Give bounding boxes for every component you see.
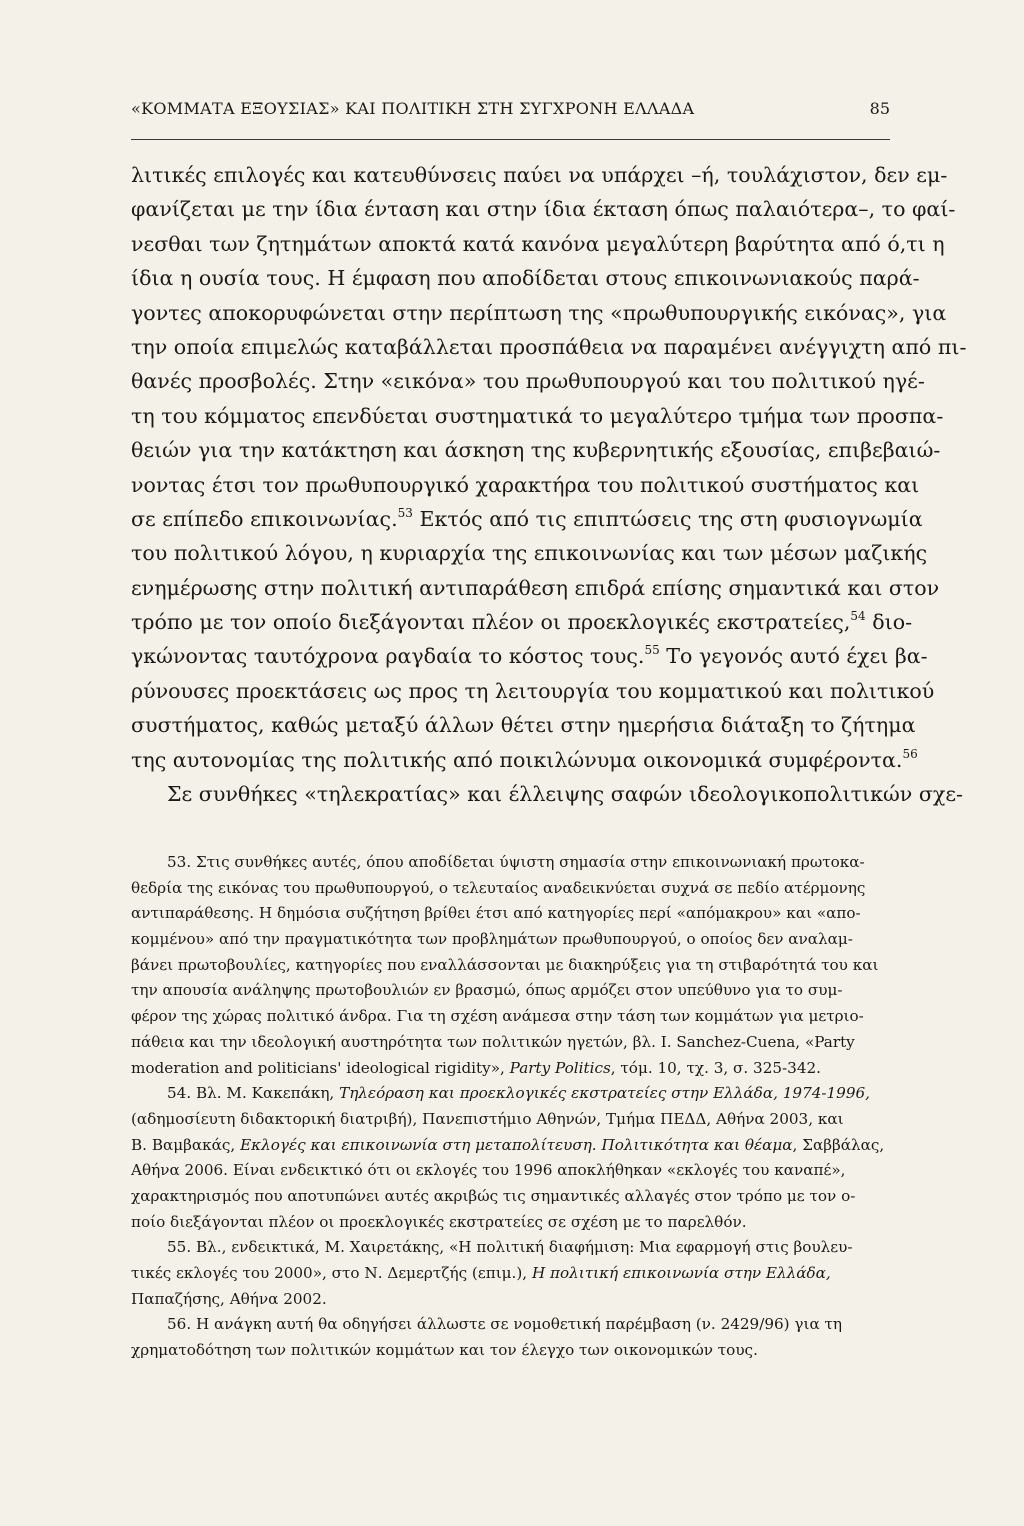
footnote-53-line: πάθεια και την ιδεολογική αυστηρότητα των πολιτικών ηγετών, βλ. I. Sanchez-Cuena, «Party [131,1032,855,1051]
text-line: νεσθαι των ζητημάτων αποκτά κατά κανόνα μεγαλύτερη βαρύτητα από ό,τι η [131,231,945,256]
text-line: συστήματος, καθώς μεταξύ άλλων θέτει στην ημερήσια διάταξη το ζήτημα [131,713,916,738]
text-line: τρόπο με τον οποίο διεξάγονται πλέον οι προεκλογικές εκστρατείες,$^{54}$ διο- [131,609,913,635]
footnote-53-line: βάνει πρωτοβουλίες, κατηγορίες που εναλλάσσονται με διακηρύξεις για τη στιβαρότητά του και [131,955,879,974]
text-line: ρύνουσες προεκτάσεις ως προς τη λειτουργία του κομματικού και πολιτικού [131,678,935,703]
footnote-ref-55: 55 [644,643,660,658]
footnote-54-line: χαρακτηρισμός που αποτυπώνει αυτές ακριβώς τις σημαντικές αλλαγές στον τρόπο με τον ο- [131,1186,856,1205]
footnote-53-line: φέρον της χώρας πολιτικό άνδρα. Για τη σχέση ανάμεσα στην τάση των κομμάτων για μετριο- [131,1007,864,1026]
page-number: 85 [869,99,890,118]
text-line: γοντες αποκορυφώνεται στην περίπτωση της «πρωθυπουργικής εικόνας», για [131,300,947,325]
footnote-53-line: moderation and politicians' ideological rigidity», Party Politics, τόμ. 10, τχ. 3, σ. 325-342. [131,1058,821,1077]
text-line: της αυτονομίας της πολιτικής από ποικιλώνυμα οικονομικά συμφέροντα.$^{56}$ [131,746,918,772]
footnote-55-line: 55. Βλ., ενδεικτικά, Μ. Χαιρετάκης, «Η πολιτική διαφήμιση: Μια εφαρμογή στις βουλευ- [167,1238,853,1257]
text-line: ενημέρωσης στην πολιτική αντιπαράθεση επιδρά επίσης σημαντικά και στον [131,575,940,600]
footnote-ref-56: 56 [902,746,918,761]
text-line: ίδια η ουσία τους. Η έμφαση που αποδίδεται στους επικοινωνιακούς παρά- [131,266,920,291]
text-line: του πολιτικού λόγου, η κυριαρχία της επικοινωνίας και των μέσων μαζικής [131,541,928,566]
footnote-ref-54: 54 [850,609,866,624]
text-line: την οποία επιμελώς καταβάλλεται προσπάθεια να παραμένει ανέγγιχτη από πι- [131,334,967,359]
text-line: νοντας έτσι τον πρωθυπουργικό χαρακτήρα του πολιτικού συστήματος και [131,472,920,497]
footnote-55-line: Παπαζήσης, Αθήνα 2002. [131,1289,327,1308]
footnote-ref-53: 53 [397,505,413,520]
text-line: τη του κόμματος επενδύεται συστηματικά το μεγαλύτερο τμήμα των προσπα- [131,403,944,428]
running-header [131,99,890,140]
footnote-53-line: 53. Στις συνθήκες αυτές, όπου αποδίδεται ύψιστη σημασία στην επικοινωνιακή πρωτοκα- [167,853,865,871]
main-text [131,158,967,811]
footnotes [131,850,890,1364]
footnote-56-line: 56. Η ανάγκη αυτή θα οδηγήσει άλλωστε σε νομοθετική παρέμβαση (ν. 2429/96) για τη [167,1315,843,1334]
footnote-56-line: χρηματοδότηση των πολιτικών κομμάτων και τον έλεγχο των οικονομικών τους. [131,1341,758,1360]
paragraph-start-line: Σε συνθήκες «τηλεκρατίας» και έλλειψης σαφών ιδεολογικοπολιτικών σχε- [167,782,964,807]
footnote-53-line: θεδρία της εικόνας του πρωθυπουργού, ο τελευταίος αναδεικνύεται συχνά σε πεδίο ατέρμονης [131,878,866,897]
footnote-53-line: την απουσία ανάληψης πρωτοβουλιών εν βρασμώ, όπως αρμόζει στον υπεύθυνο για το συμ- [131,981,843,1000]
footnote-54-line: Β. Βαμβακάς, Εκλογές και επικοινωνία στη μεταπολίτευση. Πολιτικότητα και θέαμα, Σαββάλας, [131,1135,885,1154]
footnote-54-line: (αδημοσίευτη διδακτορική διατριβή), Πανεπιστήμιο Αθηνών, Τμήμα ΠΕΔΔ, Αθήνα 2003, και [131,1109,844,1128]
text-line: λιτικές επιλογές και κατευθύνσεις παύει να υπάρχει –ή, τουλάχιστον, δεν εμ- [131,163,948,187]
footnote-55-line: τικές εκλογές του 2000», στο Ν. Δεμερτζής (επιμ.), Η πολιτική επικοινωνία στην Ελλάδα, [131,1264,831,1282]
running-title: «ΚΟΜΜΑΤΑ ΕΞΟΥΣΙΑΣ» ΚΑΙ ΠΟΛΙΤΙΚΗ ΣΤΗ ΣΥΓΧΡΟΝΗ ΕΛΛΑΔΑ [131,99,695,118]
footnote-53-line: κομμένου» από την πραγματικότητα των προβλημάτων πρωθυπουργού, ο οποίος δεν αναλαμ- [131,930,853,949]
footnote-53-line: αντιπαράθεσης. Η δημόσια συζήτηση βρίθει έτσι από κατηγορίες περί «απόμακρου» και «απο- [131,904,861,923]
text-line: γκώνοντας ταυτόχρονα ραγδαία το κόστος τους.$^{55}$ Το γεγονός αυτό έχει βα- [131,643,928,669]
footnote-54-line: Αθήνα 2006. Είναι ενδεικτικό ότι οι εκλογές του 1996 αποκλήθηκαν «εκλογές του καναπέ», [131,1161,846,1180]
text-line: θανές προσβολές. Στην «εικόνα» του πρωθυπουργού και του πολιτικού ηγέ- [131,369,925,394]
footnote-54-line: ποίο διεξάγονται πλέον οι προεκλογικές εκστρατείες σε σχέση με το παρελθόν. [131,1212,747,1231]
text-line: θειών για την κατάκτηση και άσκηση της κυβερνητικής εξουσίας, επιβεβαιώ- [131,438,941,463]
text-line: σε επίπεδο επικοινωνίας.$^{53}$ Εκτός από τις επιπτώσεις της στη φυσιογνωμία [131,505,923,531]
text-line: φανίζεται με την ίδια ένταση και στην ίδια έκταση όπως παλαιότερα–, το φαί- [131,197,956,222]
footnote-54-line: 54. Βλ. Μ. Κακεπάκη, Τηλεόραση και προεκλογικές εκστρατείες στην Ελλάδα, 1974-1996, [167,1084,871,1103]
